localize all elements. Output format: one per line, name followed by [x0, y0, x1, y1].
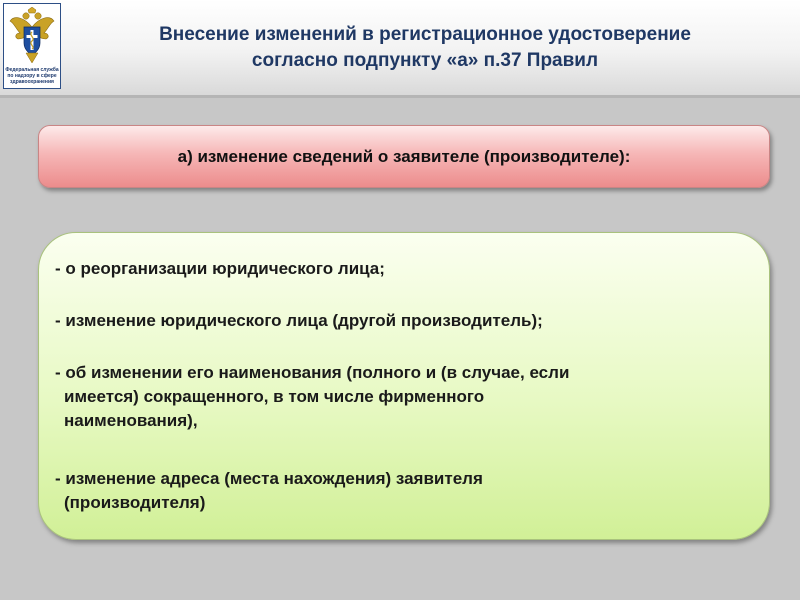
title-line-1: Внесение изменений в регистрационное удостоверение: [159, 24, 691, 45]
section-label: а) изменение сведений о заявителе (производителе):: [177, 146, 631, 166]
page-title: [95, 22, 755, 74]
logo-caption: Федеральная служба по надзору в сфере здравоохранения: [5, 67, 59, 85]
section-label-box: [38, 125, 770, 188]
title-line-2: согласно подпункту «а» п.37 Правил: [251, 50, 599, 71]
list-item: - изменение юридического лица (другой производитель);: [55, 311, 543, 330]
list-item: - об изменении его наименования (полного и (в случае, если имеется) сокращенного, в том числе фирменного наименования),: [55, 363, 570, 430]
eagle-emblem-icon: [8, 7, 56, 65]
logo: [3, 3, 61, 89]
items-box: [38, 232, 770, 540]
list-item: - изменение адреса (места нахождения) заявителя (производителя): [55, 469, 483, 512]
list-item: - о реорганизации юридического лица;: [55, 259, 385, 278]
header-divider: [0, 95, 800, 98]
